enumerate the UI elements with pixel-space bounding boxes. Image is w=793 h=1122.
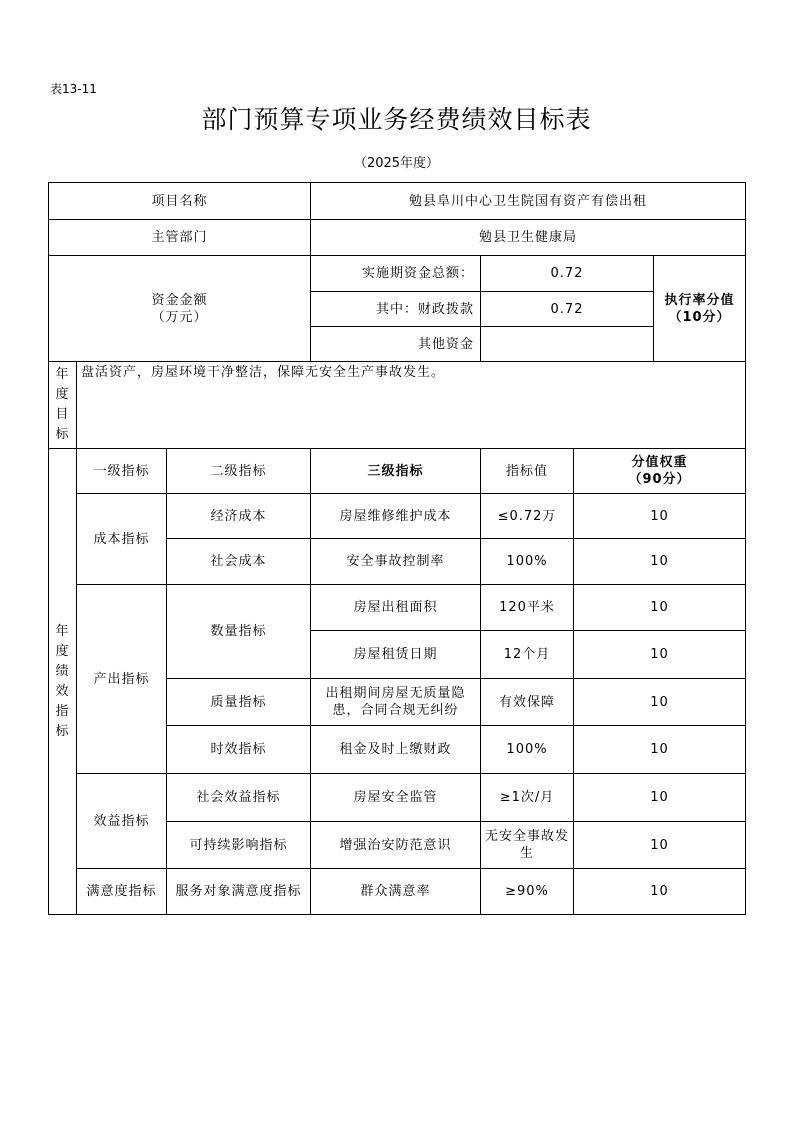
table-number: 表13-11 <box>50 82 97 96</box>
dept-label: 主管部门 <box>49 220 311 256</box>
row-value: ≤0.72万 <box>481 494 574 539</box>
exec-rate-line2: （10分） <box>668 309 731 325</box>
total-fund-label: 实施期资金总额： <box>311 256 481 292</box>
row-weight: 10 <box>574 679 746 726</box>
header-weight-line1: 分值权重 <box>631 455 688 470</box>
exec-rate-score <box>654 256 746 362</box>
group-cost: 成本指标 <box>77 494 167 585</box>
sub-social-cost: 社会成本 <box>167 539 311 585</box>
header-level2: 二级指标 <box>167 449 311 494</box>
sub-quality: 质量指标 <box>167 679 311 726</box>
sub-economic-cost: 经济成本 <box>167 494 311 539</box>
row-value: 100% <box>481 726 574 774</box>
group-output: 产出指标 <box>77 585 167 774</box>
sub-quantity: 数量指标 <box>167 585 311 679</box>
row-item: 群众满意率 <box>311 869 481 915</box>
fiscal-fund-value: 0.72 <box>481 292 654 327</box>
other-fund-label: 其他资金 <box>311 327 481 362</box>
row-value: ≥90% <box>481 869 574 915</box>
header-weight <box>574 449 746 494</box>
fiscal-fund-label: 其中：财政拨款 <box>311 292 481 327</box>
sub-sustainable: 可持续影响指标 <box>167 822 311 869</box>
header-value: 指标值 <box>481 449 574 494</box>
row-weight: 10 <box>574 822 746 869</box>
group-satisfaction: 满意度指标 <box>77 869 167 915</box>
fund-label-line1: 资金金额 <box>151 292 208 308</box>
page-title: 部门预算专项业务经费绩效目标表 <box>201 105 592 134</box>
header-level1: 一级指标 <box>77 449 167 494</box>
sub-service-satisfaction: 服务对象满意度指标 <box>167 869 311 915</box>
row-value: 100% <box>481 539 574 585</box>
row-item: 房屋维修维护成本 <box>311 494 481 539</box>
annual-goal-label <box>49 362 77 449</box>
performance-goal-table <box>48 182 746 915</box>
header-level3: 三级指标 <box>311 449 481 494</box>
row-item: 租金及时上缴财政 <box>311 726 481 774</box>
row-value: 12个月 <box>481 631 574 679</box>
fund-label <box>49 256 311 362</box>
sub-social-benefit: 社会效益指标 <box>167 774 311 822</box>
row-value: 120平米 <box>481 585 574 631</box>
row-value: 无安全事故发生 <box>481 822 574 869</box>
total-fund-value: 0.72 <box>481 256 654 292</box>
annual-goal-label-text: 年度目标 <box>55 367 70 442</box>
indicator-side-label-text: 年度绩效指标 <box>55 623 70 739</box>
indicator-side-label <box>49 449 77 915</box>
row-item: 安全事故控制率 <box>311 539 481 585</box>
row-weight: 10 <box>574 494 746 539</box>
row-weight: 10 <box>574 726 746 774</box>
row-weight: 10 <box>574 774 746 822</box>
row-value: 有效保障 <box>481 679 574 726</box>
row-item: 房屋安全监管 <box>311 774 481 822</box>
sub-timeliness: 时效指标 <box>167 726 311 774</box>
row-item: 房屋租赁日期 <box>311 631 481 679</box>
row-weight: 10 <box>574 585 746 631</box>
exec-rate-line1: 执行率分值 <box>664 292 735 308</box>
row-weight: 10 <box>574 631 746 679</box>
row-item: 房屋出租面积 <box>311 585 481 631</box>
other-fund-value <box>481 327 654 362</box>
row-item: 出租期间房屋无质量隐患，合同合规无纠纷 <box>311 679 481 726</box>
dept-value: 勉县卫生健康局 <box>311 220 746 256</box>
project-name-label: 项目名称 <box>49 183 311 220</box>
row-item: 增强治安防范意识 <box>311 822 481 869</box>
header-weight-line2: （90分） <box>628 472 691 487</box>
row-weight: 10 <box>574 539 746 585</box>
row-weight: 10 <box>574 869 746 915</box>
annual-goal-text: 盘活资产，房屋环境干净整洁，保障无安全生产事故发生。 <box>77 362 746 449</box>
fund-label-line2: （万元） <box>151 309 208 325</box>
row-value: ≥1次/月 <box>481 774 574 822</box>
fiscal-year: （2025年度） <box>353 156 440 171</box>
project-name-value: 勉县阜川中心卫生院国有资产有偿出租 <box>311 183 746 220</box>
group-benefit: 效益指标 <box>77 774 167 869</box>
